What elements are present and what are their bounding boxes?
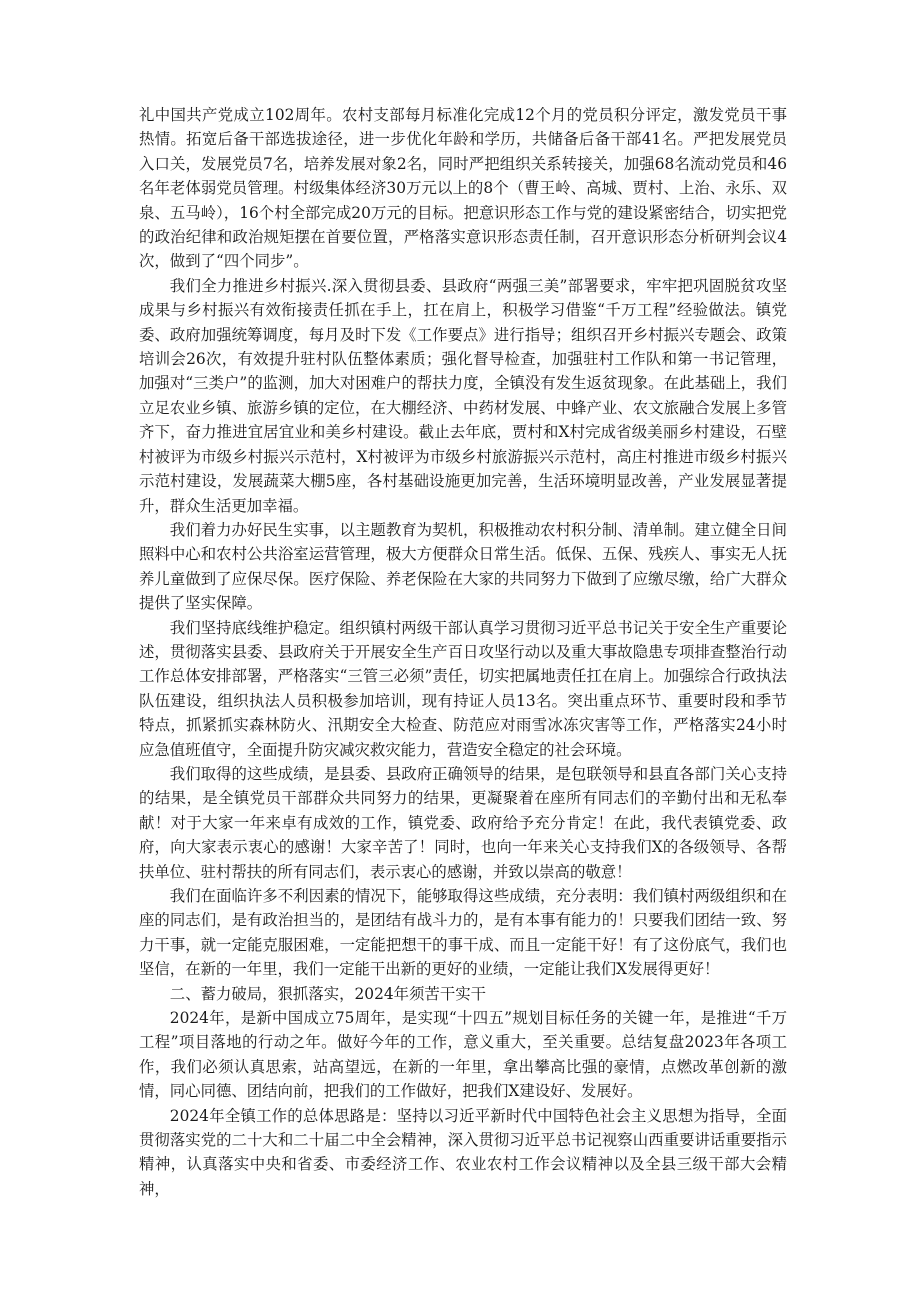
paragraph-achievements: 我们取得的这些成绩，是县委、县政府正确领导的结果，是包联领导和县直各部门关心支持的结果，是全镇党员干部群众共同努力的结果，更凝聚着在座所有同志们的辛勤付出和无私奉献！对于大家一年来卓有成效的工作，镇党委、政府给予充分肯定！在此，我代表镇党委、政府，向大家表示衷心的感谢！大家辛苦了！同时，也向一年来关心支持我们X的各级领导、各帮扶单位、驻村帮扶的所有同志们，表示衷心的感谢，并致以崇高的敬意！ (139, 764, 787, 881)
paragraph-stability: 我们坚持底线维护稳定。组织镇村两级干部认真学习贯彻习近平总书记关于安全生产重要论述，贯彻落实县委、县政府关于开展安全生产百日攻坚行动以及重大事故隐患专项排查整治行动工作总体安排部署，严格落实“三管三必须”责任，切实把属地责任扛在肩上。加强综合行政执法队伍建设，组织执法人员积极参加培训，现有持证人员13名。突出重点环节、重要时段和季节特点，抓紧抓实森林防火、汛期安全大检查、防范应对雨雪冰冻灾害等工作，严格落实24小时应急值班值守，全面提升防灾减灾救灾能力，营造安全稳定的社会环境。 (139, 618, 787, 759)
section-heading-2024: 二、蓄力破局，狠抓落实，2024年须苦干实干 (169, 984, 486, 1003)
paragraph-confidence: 我们在面临许多不利因素的情况下，能够取得这些成绩，充分表明：我们镇村两级组织和在座的同志们，是有政治担当的，是团结有战斗力的，是有本事有能力的！只要我们团结一致、努力干事，就一定能克服困难，一定能把想干的事干成、而且一定能干好！有了这份底气，我们也坚信，在新的一年里，我们一定能干出新的更好的业绩，一定能让我们X发展得更好！ (139, 887, 787, 979)
paragraph-rural-revitalization: 我们全力推进乡村振兴.深入贯彻县委、县政府“两强三美”部署要求，牢牢把巩固脱贫攻坚成果与乡村振兴有效衔接责任抓在手上，扛在肩上，积极学习借鉴“千万工程”经验做法。镇党委、政府加强统筹调度，每月及时下发《工作要点》进行指导；组织召开乡村振兴专题会、政策培训会26次，有效提升驻村队伍整体素质；强化督导检查，加强驻村工作队和第一书记管理，加强对“三类户”的监测，加大对困难户的帮扶力度，全镇没有发生返贫现象。在此基础上，我们立足农业乡镇、旅游乡镇的定位，在大棚经济、中药材发展、中蜂产业、农文旅融合发展上多管齐下，奋力推进宜居宜业和美乡村建设。截止去年底，贾村和X村完成省级美丽乡村建设，石壁村被评为市级乡村振兴示范村，X村被评为市级乡村旅游振兴示范村，高庄村推进市级乡村振兴示范村建设，发展蔬菜大棚5座，各村基础设施更加完善，生活环境明显改善，产业发展显著提升，群众生活更加幸福。 (139, 276, 787, 515)
document-page (139, 103, 787, 1201)
paragraph-livelihood: 我们着力办好民生实事，以主题教育为契机，积极推动农村积分制、清单制。建立健全日间照料中心和农村公共浴室运营管理，极大方便群众日常生活。低保、五保、残疾人、事实无人抚养儿童做到了应保尽保。医疗保险、养老保险在大家的共同努力下做到了应缴尽缴，给广大群众提供了坚实保障。 (139, 520, 787, 613)
paragraph-2024-significance: 2024年，是新中国成立75周年，是实现“十四五”规划目标任务的关键一年，是推进“千万工程”项目落地的行动之年。做好今年的工作，意义重大，至关重要。总结复盘2023年各项工作，我们必须认真思索，站高望远，在新的一年里，拿出攀高比强的豪情，点燃改革创新的激情，同心同德、团结向前，把我们的工作做好，把我们X建设好、发展好。 (139, 1009, 787, 1101)
paragraph-party-building-continued: 礼中国共产党成立102周年。农村支部每月标准化完成12个月的党员积分评定，激发党员干事热情。拓宽后备干部选拔途径，进一步优化年龄和学历，共储备后备干部41名。严把发展党员入口关，发展党员7名，培养发展对象2名，同时严把组织关系转接关，加强68名流动党员和46名年老体弱党员管理。村级集体经济30万元以上的8个（曹王岭、高城、贾村、上治、永乐、双泉、五马岭），16个村全部完成20万元的目标。把意识形态工作与党的建设紧密结合，切实把党的政治纪律和政治规矩摆在首要位置，严格落实意识形态责任制，召开意识形态分析研判会议4次，做到了“四个同步”。 (139, 106, 787, 271)
paragraph-2024-overall-approach: 2024年全镇工作的总体思路是：坚持以习近平新时代中国特色社会主义思想为指导，全面贯彻落实党的二十大和二十届二中全会精神，深入贯彻习近平总书记视察山西重要讲话重要指示精神，认真落实中央和省委、市委经济工作、农业农村工作会议精神以及全县三级干部大会精神， (139, 1106, 787, 1198)
